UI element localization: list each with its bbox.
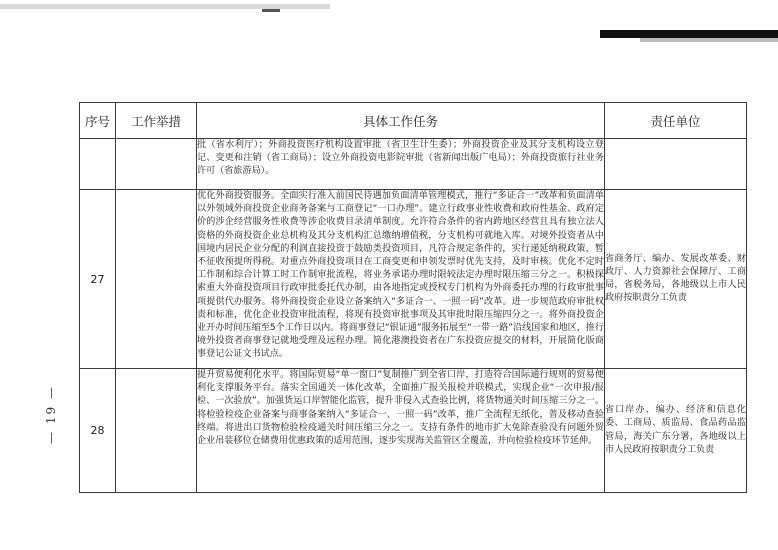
row-responsible	[605, 139, 747, 190]
row-measure	[116, 190, 197, 369]
header-seq: 序号	[80, 103, 116, 139]
row-responsible: 省口岸办、编办、经济和信息化委、工商局、质监局、食品药品监管局，海关广东分署，各地级以上市人民政府按职责分工负责	[605, 369, 747, 493]
row-measure	[116, 369, 197, 493]
header-task: 具体工作任务	[197, 103, 605, 139]
scan-artifact-top-right	[600, 30, 778, 38]
header-responsible: 责任单位	[605, 103, 747, 139]
table-row	[80, 139, 747, 190]
row-task-text: 提升贸易便利化水平。将国际贸易“单一窗口”复制推广到全省口岸，打造符合国际通行规则的贸易便利化支撑服务平台。落实全国通关一体化改革，全面推广报关报检并联模式，实现企业“一次申报/报检、一次验放”。加强货运口岸智能化监管，提升非侵入式查验比例，将货物通关时间压缩三分之一。将检验检疫企业备案与商事备案纳入“多证合一、一照一码”改革，推广全流程无纸化，普及移动查验终端。将进出口货物检验检疫通关时间压缩三分之一。支持有条件的地市扩大免除查验没有问题外贸企业吊装移位仓储费用优惠政策的适用范围，逐步实现海关监管区全覆盖，并向检验检疫环节延伸。	[197, 370, 604, 447]
row-measure	[116, 139, 197, 190]
table-row	[80, 369, 747, 493]
header-measure: 工作举措	[116, 103, 197, 139]
row-responsible: 省商务厅、编办、发展改革委、财政厅、人力资源社会保障厅、工商局，省税务局，各地级以上市人民政府按职责分工负责	[605, 190, 747, 369]
row-task	[197, 369, 605, 493]
row-task-text: 批（省水利厅）；外商投资医疗机构设置审批（省卫生计生委）；外商投资企业及其分支机构设立登记、变更和注销（省工商局）；设立外商投资电影院审批（省新闻出版广电局）；外商投资旅行社业务许可（省旅游局）。	[197, 140, 604, 177]
row-seq	[80, 139, 116, 190]
scan-artifact-top-mark	[262, 9, 280, 12]
task-table	[79, 102, 747, 493]
page-number: — 19 —	[44, 385, 58, 445]
row-task	[197, 139, 605, 190]
row-seq: 28	[80, 369, 116, 493]
scan-artifact-top-left	[0, 4, 330, 9]
row-seq: 27	[80, 190, 116, 369]
row-task	[197, 190, 605, 369]
scan-artifact-top-right-faint	[640, 38, 778, 42]
table-row	[80, 190, 747, 369]
table-header-row	[80, 103, 747, 139]
row-task-text: 优化外商投资服务。全面实行准入前国民待遇加负面清单管理模式，推行“多证合一”改革和负面清单以外领域外商投资企业商务备案与工商登记“一口办理”。建立行政事业性收费和政府性基金、政府定价的涉企经营服务性收费等涉企收费目录清单制度。允许符合条件的省内跨地区经营且具有独立法人资格的外商投资企业总机构及其分支机构汇总缴纳增值税，分支机构可就地入库。对境外投资者从中国境内居民企业分配的利润直接投资于鼓励类投资项目，凡符合规定条件的，实行递延纳税政策，暂不征收预提所得税。对重点外商投资项目在工商变更和申领发票时优先支持，及时审核。优化不定时工作制和综合计算工时工作制审批流程，将业务承诺办理时限较法定办理时限压缩三分之一。积极探索重大外商投资项目行政审批委托代办制，由各地指定或授权专门机构为外商委托办理的行政审批事项提供代办服务。将外商投资企业设立备案纳入“多证合一、一照一码”改革。进一步规范政府审批权责和标准，优化企业投资审批流程，将现有投资审批事项及其审批时限压缩四分之一。将外商投资企业开办时间压缩至5个工作日以内。将商事登记“银证通”服务拓展至“一带一路”沿线国家和地区，推行境外投资者商事登记就地受理及远程办理。简化港澳投资者在广东投资应提交的材料，开展简化版商事登记公证文书试点。	[197, 191, 604, 360]
